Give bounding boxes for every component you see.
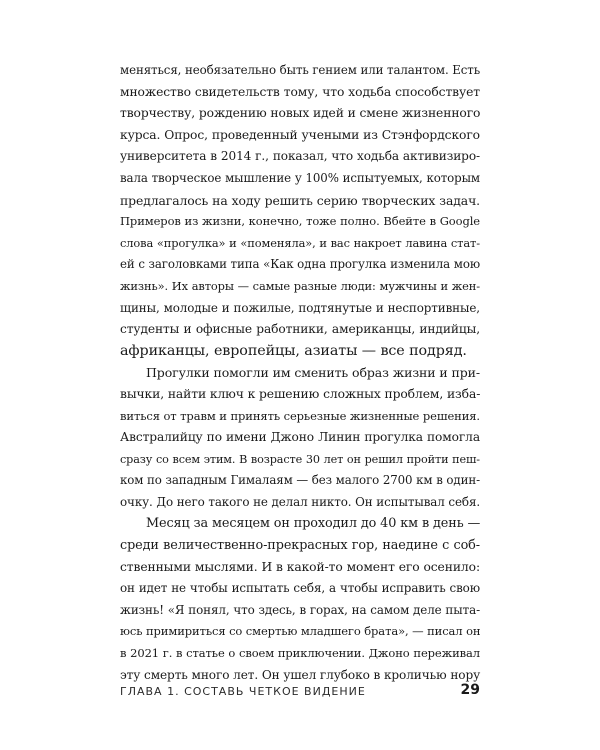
text-line: вала творческое мышление у 100% испытуемых, которым [120, 170, 480, 185]
text-line: курса. Опрос, проведенный учеными из Стэнфордского [120, 127, 480, 142]
chapter-title: ГЛАВА 1. СОСТАВЬ ЧЕТКОЕ ВИДЕНИЕ [120, 685, 366, 698]
text-line: ственными мыслями. И в какой-то момент его осенило: [120, 559, 480, 574]
page-footer [120, 682, 480, 702]
text-line: Примеров из жизни, конечно, тоже полно. Вбейте в Google [120, 214, 480, 229]
body-text [120, 60, 480, 686]
text-line: Месяц за месяцем он проходил до 40 км в день — [146, 516, 481, 532]
text-line: эту смерть много лет. Он ушел глубоко в кроличью нору [120, 667, 481, 682]
text-line: жизнь! «Я понял, что здесь, в горах, на самом деле пыта- [120, 602, 480, 617]
text-line: слова «прогулка» и «поменяла», и вас накроет лавина стат- [120, 235, 480, 250]
text-line: творчеству, рождению новых идей и смене жизненного [120, 106, 481, 121]
text-line: университета в 2014 г., показал, что ходьба активизиро- [120, 149, 480, 164]
text-line: меняться, необязательно быть гением или талантом. Есть [120, 63, 481, 77]
text-line: среди величественно-прекрасных гор, наедине с соб- [120, 538, 480, 554]
text-line: Прогулки помогли им сменить образ жизни и при- [146, 365, 480, 381]
text-line: вычки, найти ключ к решению сложных проблем, изба- [120, 386, 481, 401]
text-line: африканцы, европейцы, азиаты — все подряд. [120, 342, 467, 359]
text-line: Австралийцу по имени Джоно Линин прогулка помогла [120, 430, 480, 445]
text-line: в 2021 г. в статье о своем приключении. Джоно переживал [120, 646, 480, 661]
text-line: ком по западным Гималаям — без малого 2700 км в один- [120, 473, 480, 488]
text-line: щины, молодые и пожилые, подтянутые и неспортивные, [120, 300, 480, 315]
text-line: сразу со всем этим. В возрасте 30 лет он решил пройти пеш- [120, 452, 480, 466]
text-line: предлагалось на ходу решить серию творческих задач. [120, 192, 480, 208]
paragraph-1 [120, 60, 480, 362]
text-line: очку. До него такого не делал никто. Он испытывал себя. [120, 494, 481, 509]
text-line: юсь примириться со смертью младшего брата», — писал он [120, 624, 481, 639]
text-line: ей с заголовками типа «Как одна прогулка изменила мою [120, 257, 480, 272]
paragraph-2 [120, 362, 480, 513]
paragraph-3 [120, 513, 480, 686]
text-line: множество свидетельств тому, что ходьба способствует [120, 84, 480, 99]
text-line: жизнь». Их авторы — самые разные люди: мужчины и жен- [120, 278, 480, 293]
page-number: 29 [460, 682, 480, 698]
text-line: виться от травм и принять серьезные жизненные решения. [120, 408, 480, 423]
text-line: он идет не чтобы испытать себя, а чтобы исправить свою [120, 581, 480, 596]
text-line: студенты и офисные работники, американцы, индийцы, [120, 322, 480, 337]
